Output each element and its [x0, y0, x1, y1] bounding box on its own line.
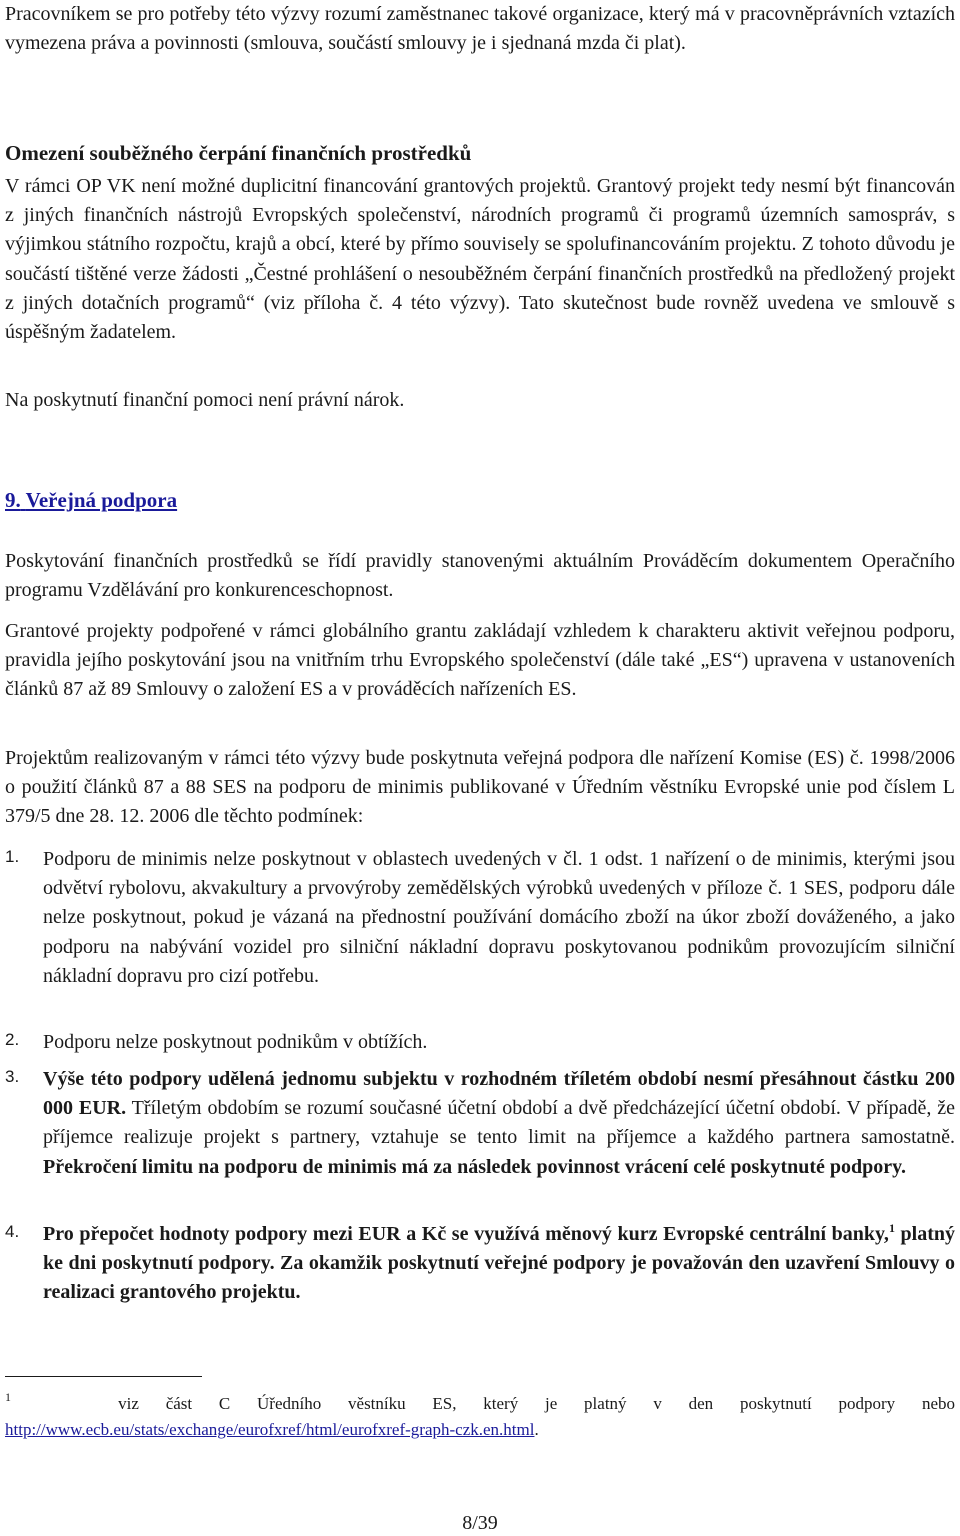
- footnote-end: .: [534, 1420, 539, 1439]
- condition-bold-text: Překročení limitu na podporu de minimis má za následek povinnost vrácení celé poskytnuté podpory.: [43, 1155, 907, 1178]
- section-9-paragraph-3: Projektům realizovaným v rámci této výzvy bude poskytnuta veřejná podpora dle nařízení Komise (ES) č. 1998/2006 o použití článků 87 a 88 SES na podporu de minimis publikované v Úředním věstníku Evropské unie pod číslem L 379/5 dne 28. 12. 2006 dle těchto podmínek:: [5, 747, 955, 828]
- section-9-paragraph-1: Poskytování finančních prostředků se řídí pravidly stanovenými aktuálním Prováděcím dokumentem Operačního programu Vzdělávání pro konkurenceschopnost.: [5, 550, 955, 602]
- condition-item-2: [5, 1028, 955, 1057]
- footnote-text: viz část C Úředního věstníku ES, který je platný v den poskytnutí podpory nebo: [118, 1394, 955, 1413]
- condition-item-1: [5, 845, 955, 991]
- condition-number: 3.: [5, 1067, 20, 1086]
- condition-number: 2.: [5, 1030, 20, 1049]
- section-9-number: 9.: [5, 488, 21, 512]
- condition-item-3: [5, 1065, 955, 1182]
- narok-paragraph: Na poskytnutí finanční pomoci není právní nárok.: [5, 389, 405, 411]
- intro-paragraph: Pracovníkem se pro potřeby této výzvy rozumí zaměstnanec takové organizace, který má v pracovněprávních vztazích vymezena práva a povinnosti (smlouva, součástí smlouvy je i sjednaná mzda či plat).: [5, 3, 955, 55]
- condition-text: Podporu nelze poskytnout podnikům v obtížích.: [43, 1031, 428, 1053]
- condition-number: 1.: [5, 847, 20, 866]
- section-9-title: Veřejná podpora: [25, 488, 178, 512]
- footnote-link-line: [5, 1417, 955, 1443]
- page-number: 8/39: [462, 1512, 498, 1534]
- condition-text: [43, 1065, 955, 1182]
- section-9-paragraph-2: Grantové projekty podpořené v rámci globálního grantu zakládají vzhledem k charakteru aktivit veřejnou podporu, pravidla jejího poskytování jsou na vnitřním trhu Evropského společenství (dále také „ES“) upravena v ustanoveních článků 87 až 89 Smlouvy o založení ES a v prováděcích nařízeních ES.: [5, 620, 955, 701]
- section-9-heading: [5, 488, 177, 513]
- footnote-line: [5, 1384, 955, 1417]
- footnote-mark: 1: [5, 1390, 11, 1404]
- footnote-divider: [5, 1376, 202, 1377]
- footnote-link[interactable]: http://www.ecb.eu/stats/exchange/eurofxref/html/eurofxref-graph-czk.en.html: [5, 1420, 535, 1439]
- condition-text: [43, 1220, 955, 1308]
- condition-bold-text: Výše této podpory udělená jednomu subjektu v rozhodném tříletém období nesmí přesáhnout částku 200 000 EUR.: [43, 1068, 955, 1120]
- condition-number: 4.: [5, 1222, 20, 1241]
- footnote: [5, 1384, 955, 1443]
- condition-text: Podporu de minimis nelze poskytnout v oblastech uvedených v čl. 1 odst. 1 nařízení o de minimis, kterými jsou odvětví rybolovu, akvakultury a prvovýroby zemědělských výrobků uvedených v příloze č. 1 SES, podporu dále nelze poskytnout, pokud je vázaná na přednostní používání domácího zboží na úkor zboží dováženého, a jako podporu na nabývání vozidel pro silniční nákladní dopravu poskytovanou podnikům provozujícím silniční nákladní dopravu pro cizí potřebu.: [43, 848, 955, 987]
- omezeni-heading: Omezení souběžného čerpání finančních prostředků: [5, 141, 472, 165]
- condition-bold-text: Pro přepočet hodnoty podpory mezi EUR a Kč se využívá měnový kurz Evropské centrální banky,: [43, 1223, 889, 1245]
- footnote-reference[interactable]: 1: [888, 1221, 895, 1235]
- condition-normal-text: Tříletým obdobím se rozumí současné účetní období a dvě předcházející účetní období. V případě, že příjemce realizuje projekt s partnery, vztahuje se tento limit na příjemce a každého partnera samostatně.: [43, 1097, 955, 1149]
- condition-item-4: [5, 1220, 955, 1308]
- omezeni-paragraph: V rámci OP VK není možné duplicitní financování grantových projektů. Grantový projekt tedy nesmí být financován z jiných finančních nástrojů Evropských společenství, národních programů či programů územních samospráv, s výjimkou státního rozpočtu, krajů a obcí, které by přímo souvisely se spolufinancováním projektu. Z tohoto důvodu je součástí tištěné verze žádosti „Čestné prohlášení o nesouběžném čerpání finančních prostředků na předložený projekt z jiných dotačních programů“ (viz příloha č. 4 této výzvy). Tato skutečnost bude rovněž uvedena ve smlouvě s úspěšným žadatelem.: [5, 175, 955, 344]
- condition-bold-text: platný ke dni poskytnutí podpory. Za okamžik poskytnutí veřejné podpory je považován den uzavření Smlouvy o realizaci grantového projektu.: [43, 1223, 955, 1304]
